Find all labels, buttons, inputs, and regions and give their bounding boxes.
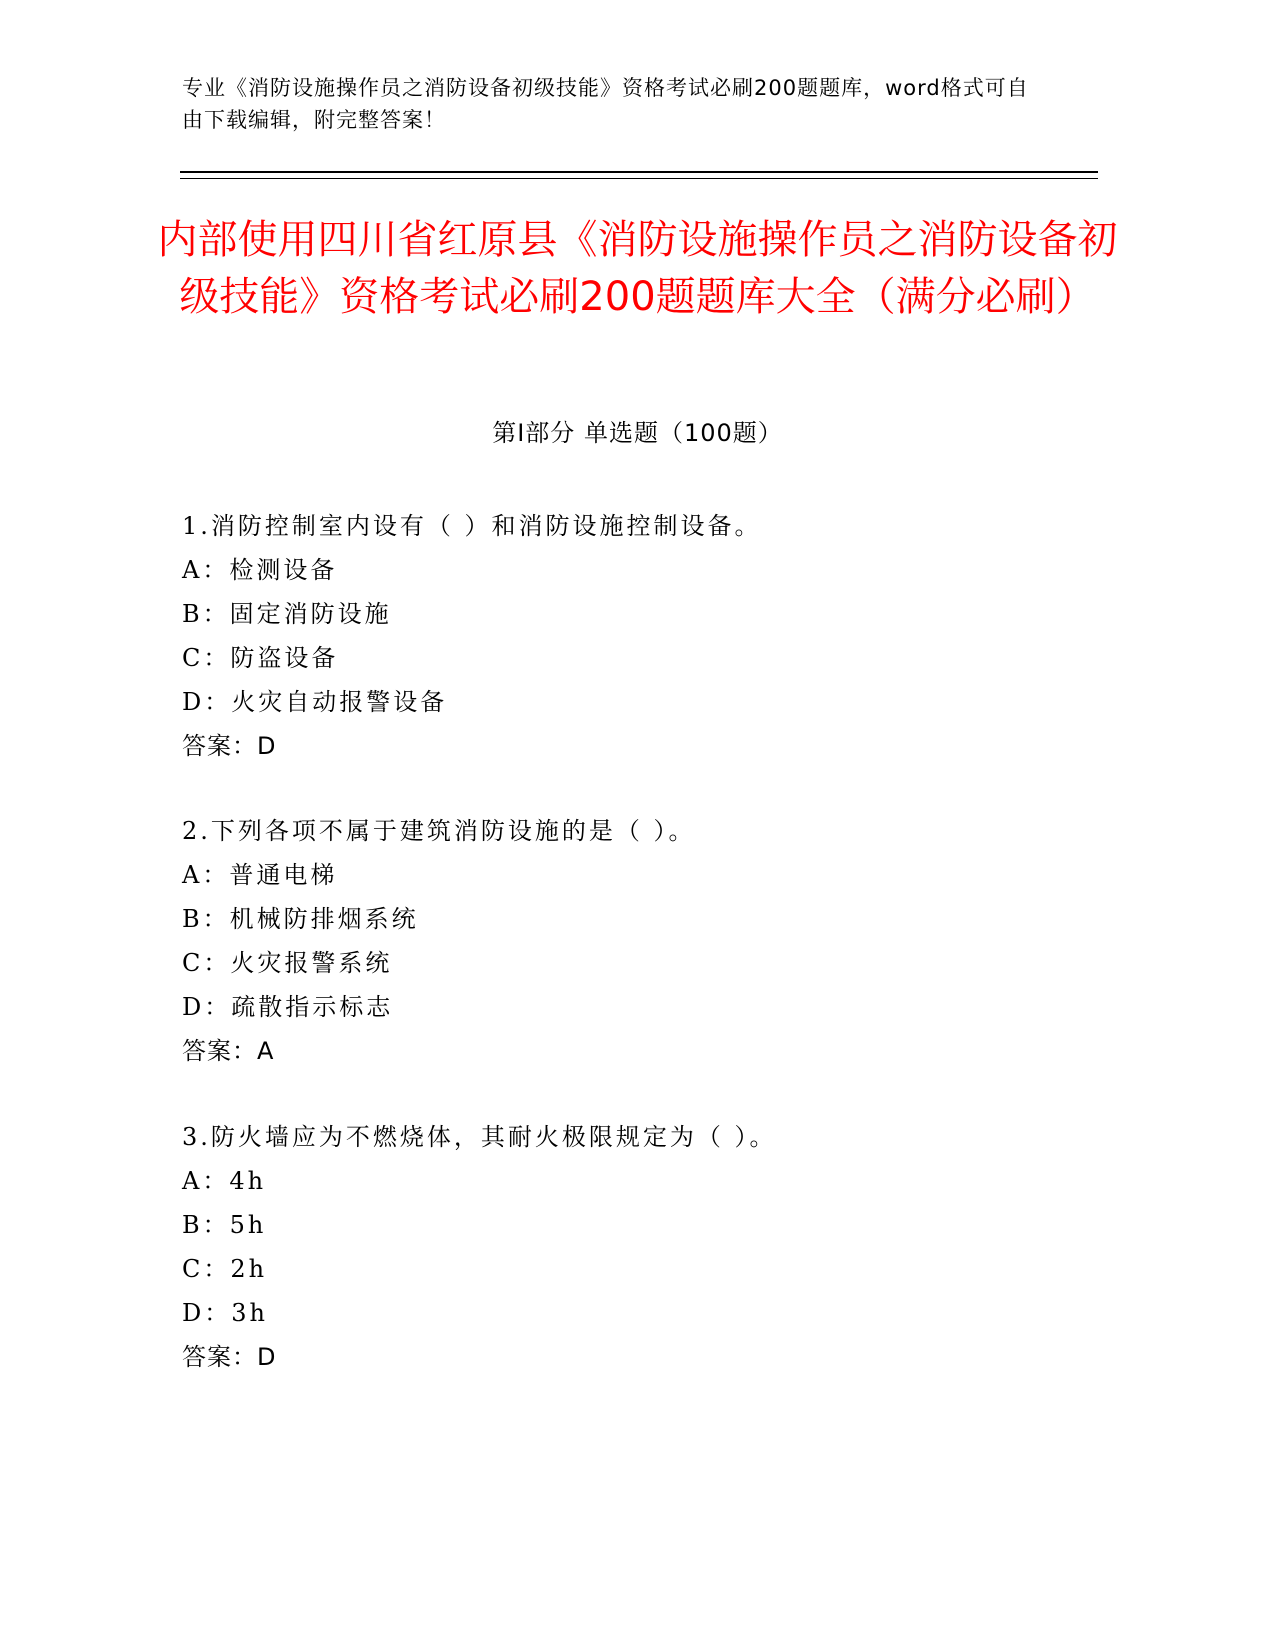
option-c: C：防盗设备: [182, 644, 339, 672]
header-divider-thick: [180, 171, 1098, 173]
header-divider-thin: [180, 178, 1098, 179]
answer: 答案：D: [182, 1343, 277, 1371]
question-3: [182, 1115, 1142, 1379]
question-stem: 2.下列各项不属于建筑消防设施的是（ ）。: [182, 817, 696, 845]
document-title: 内部使用四川省红原县《消防设施操作员之消防设备初级技能》资格考试必刷200题题库大全（满分必刷）: [157, 217, 1118, 320]
header-note: 专业《消防设施操作员之消防设备初级技能》资格考试必刷200题题库，word格式可自由下载编辑，附完整答案！: [182, 76, 1029, 132]
section-title: 第I部分 单选题（100题）: [492, 419, 783, 447]
question-stem: 3.防火墙应为不燃烧体，其耐火极限规定为（ ）。: [182, 1123, 777, 1151]
answer: 答案：A: [182, 1037, 275, 1065]
option-c: C：火灾报警系统: [182, 949, 393, 977]
option-d: D：3h: [182, 1299, 268, 1327]
option-c: C：2h: [182, 1255, 268, 1283]
option-b: B：机械防排烟系统: [182, 905, 419, 933]
option-b: B：5h: [182, 1211, 267, 1239]
option-b: B：固定消防设施: [182, 600, 392, 628]
option-d: D：疏散指示标志: [182, 993, 394, 1021]
option-a: A：检测设备: [182, 556, 338, 584]
question-stem: 1.消防控制室内设有（ ）和消防设施控制设备。: [182, 512, 762, 540]
question-1: [182, 504, 1142, 768]
question-2: [182, 809, 1142, 1073]
option-a: A：4h: [182, 1167, 267, 1195]
option-a: A：普通电梯: [182, 861, 338, 889]
answer: 答案：D: [182, 732, 277, 760]
option-d: D：火灾自动报警设备: [182, 688, 448, 716]
